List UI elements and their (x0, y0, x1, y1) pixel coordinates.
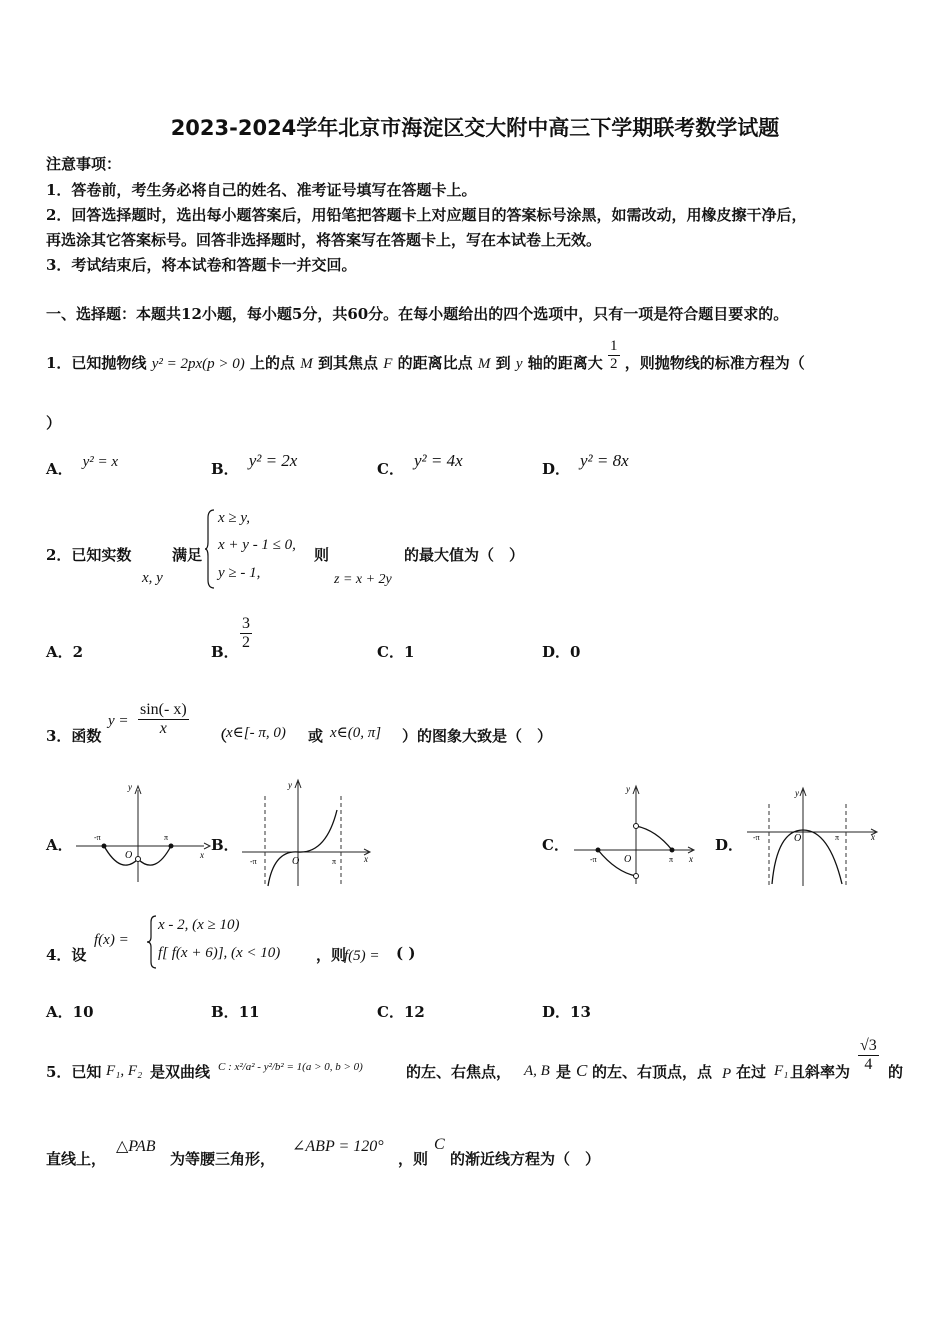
graph-c[interactable] (570, 780, 700, 888)
q1-option-a[interactable]: A． y² = x (46, 454, 119, 478)
question-3-lead: 3．函数 (46, 727, 102, 745)
q5-text: 的 (888, 1063, 904, 1081)
graph-a[interactable] (72, 780, 212, 886)
case: x - 2, (x ≥ 10) (158, 917, 240, 933)
section-heading: 一、选择题：本题共12小题，每小题5分，共60分。在每小题给出的四个选项中，只有一项是符合题目要求的。 (46, 305, 789, 323)
left-brace-icon (204, 508, 216, 590)
notice-item: 1．答卷前，考生务必将自己的姓名、准考证号填写在答题卡上。 (46, 181, 477, 199)
parabola-equation: y² = 2px(p > 0) (151, 356, 245, 372)
axis-label: x (200, 850, 204, 860)
axis-label: O (794, 833, 802, 844)
q1-option-b[interactable]: B． y² = 2x (211, 451, 298, 478)
left-brace-icon (146, 914, 158, 970)
axis-label: x (364, 854, 368, 864)
graph-d[interactable] (745, 784, 885, 888)
question-5-lead: 5．已知 (46, 1063, 102, 1081)
constraint: y ≥ - 1, (218, 565, 261, 581)
tick-label: π (164, 833, 169, 842)
q3-text: ）的图象大致是（ ） (402, 727, 553, 745)
axis-label: x (689, 854, 693, 864)
axis-label: y (288, 780, 292, 790)
fraction: $\frac{\sin(- x)}{x}$ (140, 701, 187, 737)
q2-option-a[interactable]: A．2 (46, 643, 84, 661)
q3-option-b[interactable]: B． (211, 836, 239, 854)
hyperbola-equation: C : x²/a² - y²/b² = 1(a > 0, b > 0) (218, 1061, 363, 1073)
domain-1: x∈[- π, 0) (226, 725, 286, 741)
constraint: x ≥ y, (218, 510, 250, 526)
q3-text: 或 (308, 727, 324, 745)
question-4-lead: 4．设 (46, 946, 87, 964)
notice-item: 再选涂其它答案标号。回答非选择题时，将答案写在答题卡上，写在本试卷上无效。 (46, 231, 602, 249)
question-1: 1．已知抛物线 y² = 2px(p > 0) 上的点 M 到其焦点 F 的距离比点 M 到 y 轴的距离大 $\frac{1}{2}$ ，则抛物线的标准方程为（ (46, 338, 805, 372)
q1-option-d[interactable]: D． y² = 8x (542, 451, 629, 478)
q2-vars: x, y (142, 570, 163, 586)
objective: z = x + 2y (334, 572, 392, 587)
q4-text: ，则 (316, 946, 347, 964)
vertices: A, B (524, 1063, 550, 1079)
domain-2: x∈(0, π] (330, 725, 382, 741)
q2-text: 的最大值为（ ） (404, 546, 525, 564)
q3-option-a[interactable]: A． (46, 836, 73, 854)
q1-option-c[interactable]: C． y² = 4x (377, 451, 463, 478)
notice-heading: 注意事项： (46, 155, 122, 173)
q5-text: 是双曲线 (150, 1063, 211, 1081)
notice-item: 3．考试结束后，将本试卷和答题卡一并交回。 (46, 256, 357, 274)
q5-text: 的左、右顶点，点 (592, 1063, 713, 1081)
fraction: $\frac{3}{2}$ (242, 615, 250, 651)
q4-option-b[interactable]: B．11 (211, 1003, 260, 1021)
axis-label: y (128, 782, 132, 792)
axis-label: O (292, 856, 300, 867)
q4-option-a[interactable]: A．10 (46, 1003, 94, 1021)
function-f: f(x) = (94, 932, 129, 948)
foci: F₁, F₂ (106, 1063, 143, 1079)
focus-f1: F₁ (774, 1063, 789, 1079)
curve-c: C (434, 1136, 445, 1153)
curve-c: C (576, 1061, 588, 1080)
q2-text: 满足 (172, 546, 203, 564)
fraction: $\frac{√3}{4}$ (860, 1037, 877, 1073)
tick-label: -π (590, 855, 597, 864)
q5-text: 的渐近线方程为（ ） (450, 1150, 601, 1168)
case: f[ f(x + 6)], (x < 10) (158, 945, 281, 961)
question-2-lead: 2．已知实数 (46, 546, 132, 564)
q5-text: 在过 (736, 1063, 767, 1081)
notice-item: 2．回答选择题时，选出每小题答案后，用铅笔把答题卡上对应题目的答案标号涂黑，如需改动，用橡皮擦干净后， (46, 206, 807, 224)
f5: f(5) = (344, 948, 380, 964)
axis-label: O (624, 854, 632, 865)
q5-text: ，则 (398, 1150, 429, 1168)
page-title: 2023-2024学年北京市海淀区交大附中高三下学期联考数学试题 (170, 116, 780, 140)
q2-option-b[interactable]: B． (211, 643, 239, 661)
tick-label: π (332, 857, 337, 866)
q4-option-d[interactable]: D．13 (542, 1003, 591, 1021)
q4-text: ( ) (396, 944, 416, 962)
q5-text: 是 (556, 1063, 572, 1081)
tick-label: -π (250, 857, 257, 866)
tick-label: -π (753, 833, 760, 842)
q2-text: 则 (314, 546, 330, 564)
constraint: x + y - 1 ≤ 0, (218, 537, 296, 553)
q2-option-d[interactable]: D．0 (542, 643, 581, 661)
tick-label: π (835, 833, 840, 842)
function-y: y = (108, 713, 129, 729)
axis-label: y (795, 788, 799, 798)
q3-text: （ (212, 727, 228, 745)
triangle-pab: △PAB (116, 1138, 156, 1155)
q5-text: 为等腰三角形， (170, 1150, 276, 1168)
q5-text: 且斜率为 (790, 1063, 851, 1081)
fraction: $\frac{1}{2}$ (610, 338, 618, 372)
axis-label: O (125, 850, 133, 861)
question-1-close: ） (46, 414, 62, 432)
q4-option-c[interactable]: C．12 (377, 1003, 425, 1021)
q2-option-c[interactable]: C．1 (377, 643, 415, 661)
axis-label: y (626, 784, 630, 794)
axis-label: x (871, 832, 875, 842)
q3-option-c[interactable]: C． (542, 836, 569, 854)
tick-label: π (669, 855, 674, 864)
graph-b[interactable] (240, 776, 380, 888)
tick-label: -π (94, 833, 101, 842)
angle-abp: ∠ABP = 120° (292, 1138, 384, 1155)
q3-option-d[interactable]: D． (715, 836, 744, 854)
q5-text: 直线上， (46, 1150, 107, 1168)
q5-text: 的左、右焦点， (406, 1063, 512, 1081)
point-p: P (722, 1066, 732, 1082)
